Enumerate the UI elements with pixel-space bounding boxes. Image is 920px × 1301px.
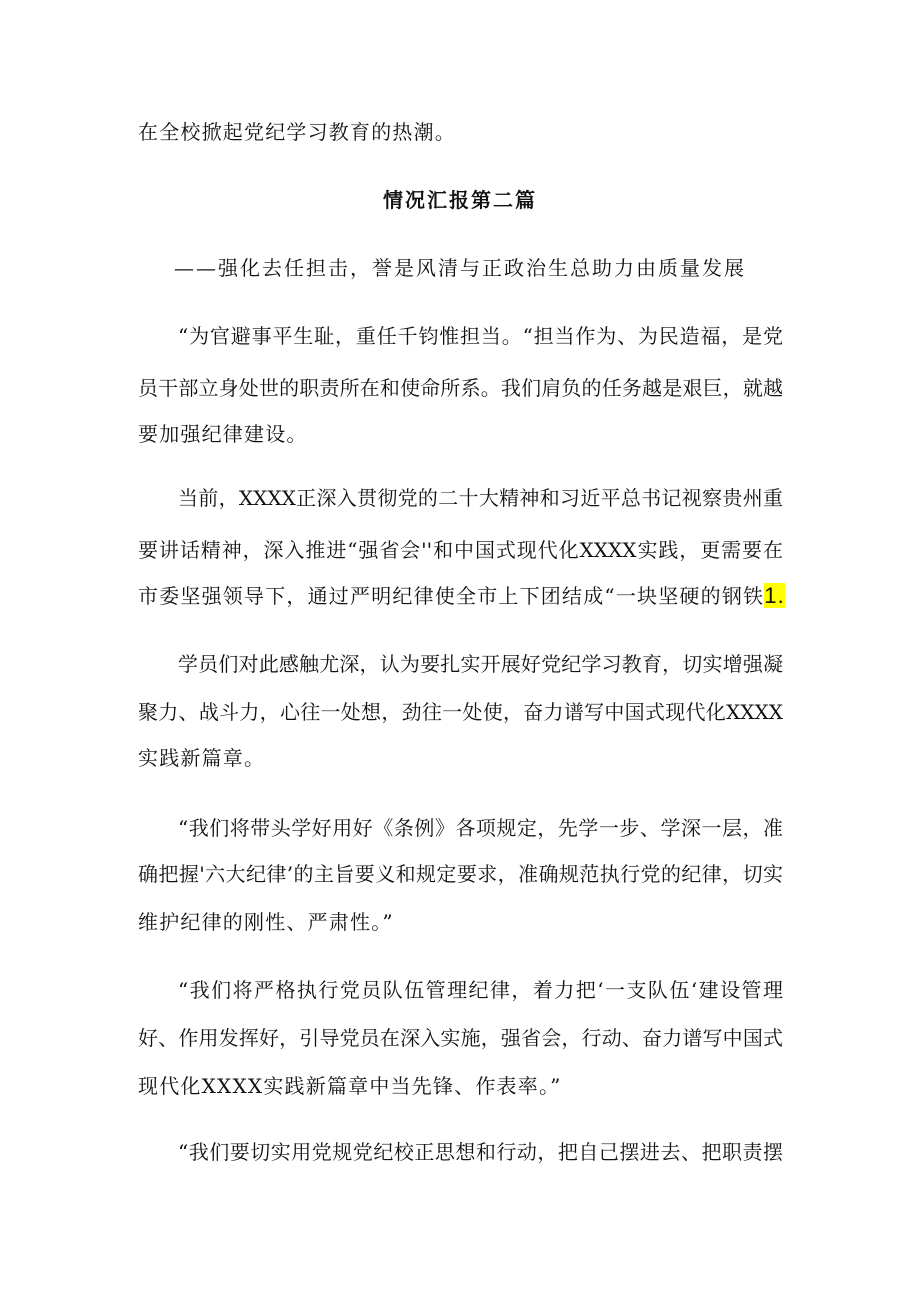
paragraph-2-line-3 <box>138 582 785 610</box>
page-title: 情况汇报第二篇 <box>383 188 537 212</box>
paragraph-5-line-2: 好、作用发挥好，引导党员在深入实施，强省会，行动、奋力谱写中国式 <box>138 1026 783 1050</box>
paragraph-5-line-1: “我们将严格执行党员队伍管理纪律，着力把‘一支队伍‘建设管理 <box>178 978 783 1002</box>
paragraph-2-line-3-text: 市委坚强领导下，通过严明纪律使全市上下团结成“一块坚硬的钢铁 <box>138 584 765 608</box>
intro-line: 在全校掀起党纪学习教育的热潮。 <box>138 120 456 144</box>
paragraph-4-line-3: 维护纪律的刚性、严肃性。” <box>138 910 394 934</box>
paragraph-3-line-1: 学员们对此感触尤深，认为要扎实开展好党纪学习教育，切实增强凝 <box>178 652 783 676</box>
paragraph-4-line-1: “我们将带头学好用好《条例》各项规定，先学一步、学深一层，准 <box>178 816 783 840</box>
paragraph-1-line-1: “为官避事平生耻，重任千钧惟担当。“担当作为、为民造福，是党 <box>178 324 783 348</box>
paragraph-3-line-2: 聚力、战斗力，心往一处想，劲往一处使，奋力谱写中国式现代化XXXX <box>138 700 783 724</box>
paragraph-1-line-2: 员干部立身处世的职责所在和使命所系。我们肩负的任务越是艰巨，就越 <box>138 376 783 400</box>
subtitle: ——强化去任担击，誉是风清与正政治生总助力由质量发展 <box>174 256 746 280</box>
paragraph-2-line-1: 当前，XXXX正深入贯彻党的二十大精神和习近平总书记视察贵州重 <box>178 486 783 510</box>
paragraph-6-line-1: “我们要切实用党规党纪校正思想和行动，把自己摆进去、把职责摆 <box>178 1140 783 1164</box>
highlighted-text: 1. <box>764 583 785 608</box>
paragraph-1-line-3: 要加强纪律建设。 <box>138 422 308 446</box>
paragraph-3-line-3: 实践新篇章。 <box>138 746 266 770</box>
paragraph-5-line-3: 现代化XXXX实践新篇章中当先锋、作表率。” <box>138 1074 562 1098</box>
paragraph-4-line-2: 确把握'六大纪律’的主旨要义和规定要求，准确规范执行党的纪律，切实 <box>138 862 783 886</box>
paragraph-2-line-2: 要讲话精神，深入推进“强省会''和中国式现代化XXXX实践，更需要在 <box>138 538 783 562</box>
